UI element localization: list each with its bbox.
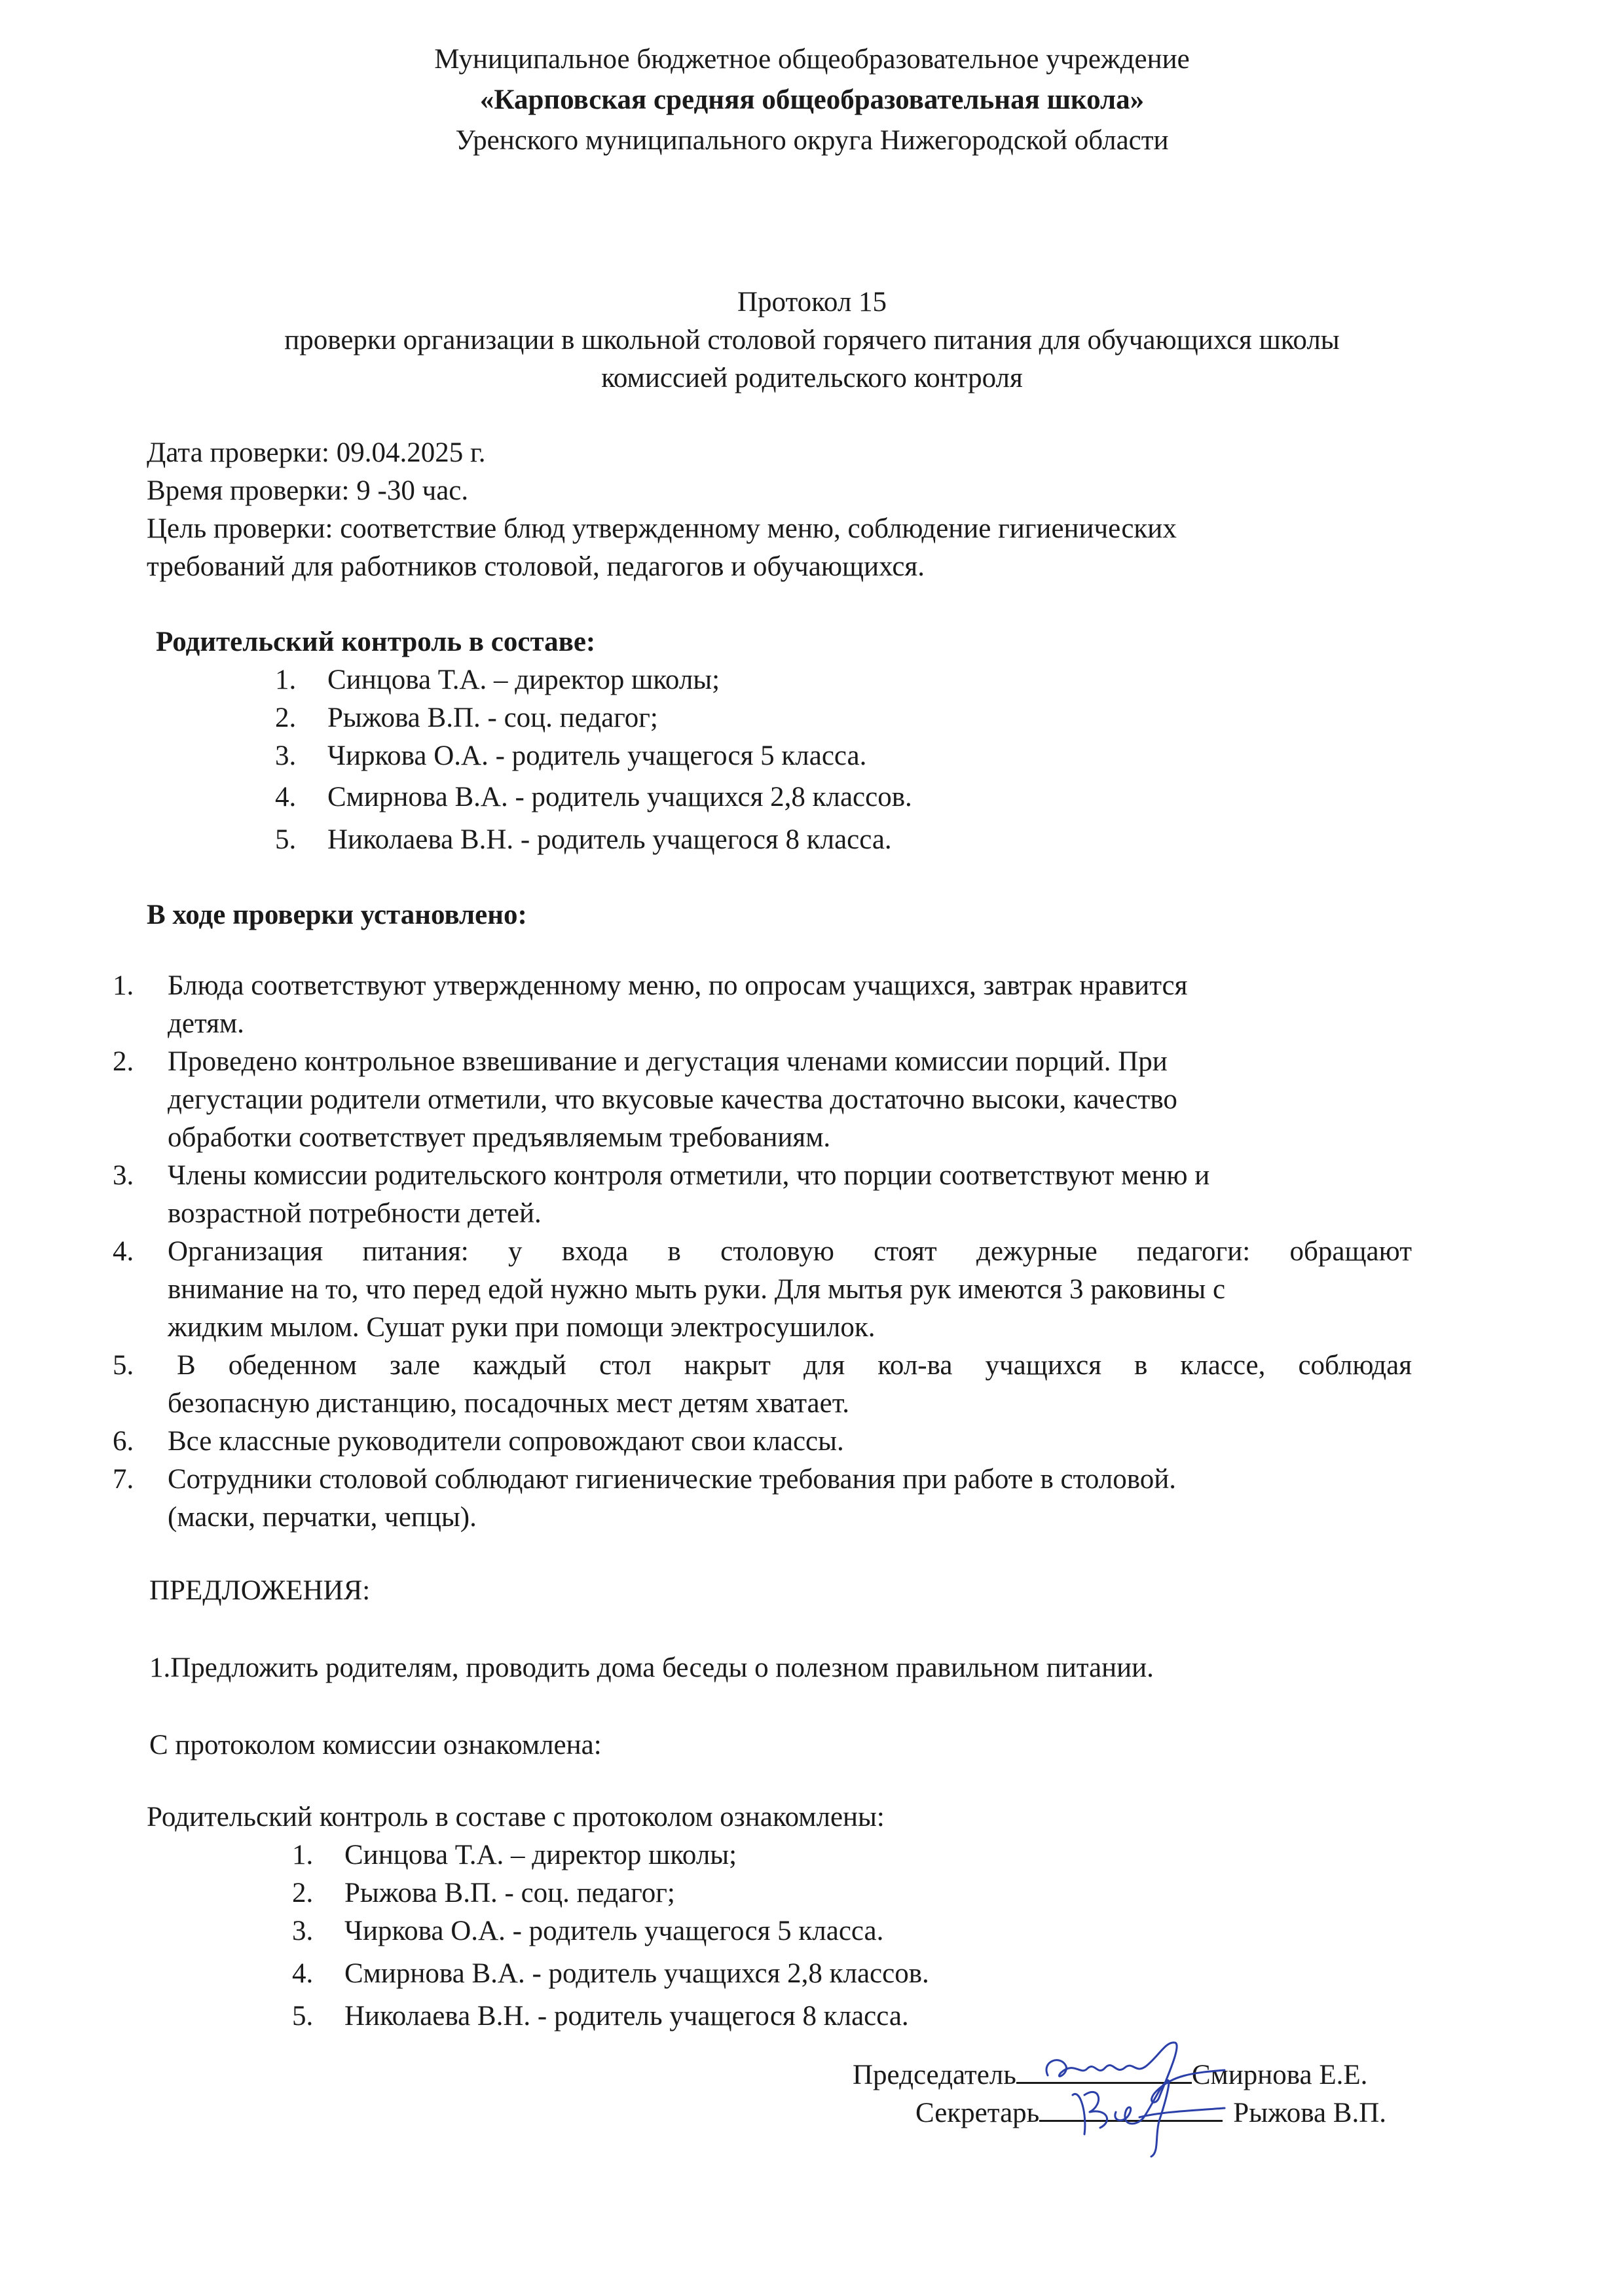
acknowledgement-committee: Родительский контроль в составе с протоколом ознакомлены: [147,1802,885,1832]
committee-member: 5. Николаева В.Н. - родитель учащегося 8 класса. [275,824,892,855]
acknowledgement-member: 3. Чиркова О.А. - родитель учащегося 5 класса. [292,1916,884,1946]
org-name-line2: «Карповская средняя общеобразовательная школа» [479,84,1145,115]
proposal-item: 1.Предложить родителям, проводить дома беседы о полезном правильном питании. [149,1652,1154,1683]
inspection-goal-line1: Цель проверки: соответствие блюд утвержденному меню, соблюдение гигиенических [147,513,1177,544]
finding-text: Все классные руководители сопровождают свои классы. [168,1426,844,1457]
org-name-line3: Уренского муниципального округа Нижегородской области [455,125,1169,156]
protocol-subtitle-line1: проверки организации в школьной столовой горячего питания для обучающихся школы [284,325,1340,355]
finding-text: дегустации родители отметили, что вкусовые качества достаточно высоки, качество [168,1084,1177,1115]
acknowledgement-member: 1. Синцова Т.А. – директор школы; [292,1840,737,1870]
finding-text: Блюда соответствуют утвержденному меню, по опросам учащихся, завтрак нравится [168,970,1188,1001]
acknowledgement-member: 5. Николаева В.Н. - родитель учащегося 8 класса. [292,2001,909,2032]
committee-member: 4. Смирнова В.А. - родитель учащихся 2,8 классов. [275,782,912,812]
finding-number: 7. [113,1464,134,1495]
finding-text: Организация питания: у входа в столовую стоят дежурные педагоги: обращают [168,1236,1412,1267]
secretary-label: Секретарь [915,2098,1040,2128]
finding-text: (маски, перчатки, чепцы). [168,1502,477,1533]
finding-number: 2. [113,1046,134,1077]
inspection-date: Дата проверки: 09.04.2025 г. [147,437,486,468]
proposals-heading: ПРЕДЛОЖЕНИЯ: [149,1575,371,1606]
org-name-line1: Муниципальное бюджетное общеобразовательное учреждение [434,44,1190,75]
committee-member: 3. Чиркова О.А. - родитель учащегося 5 класса. [275,740,867,771]
protocol-title: Протокол 15 [737,287,887,318]
finding-text: Сотрудники столовой соблюдают гигиенические требования при работе в столовой. [168,1464,1177,1495]
chair-name: Смирнова Е.Е. [1191,2060,1368,2090]
finding-text: детям. [168,1008,244,1039]
secretary-name: Рыжова В.П. [1233,2098,1387,2128]
acknowledgement-commission: С протоколом комиссии ознакомлена: [149,1730,602,1760]
finding-text: Члены комиссии родительского контроля отметили, что порции соответствуют меню и [168,1160,1210,1191]
finding-text: жидким мылом. Сушат руки при помощи электросушилок. [168,1312,876,1343]
finding-text: безопасную дистанцию, посадочных мест детям хватает. [168,1388,850,1419]
committee-heading: Родительский контроль в составе: [156,627,596,657]
acknowledgement-member: 4. Смирнова В.А. - родитель учащихся 2,8 классов. [292,1958,929,1989]
finding-text: обработки соответствует предъявляемым требованиям. [168,1122,831,1153]
acknowledgement-member: 2. Рыжова В.П. - соц. педагог; [292,1878,675,1908]
finding-number: 1. [113,970,134,1001]
finding-text: Проведено контрольное взвешивание и дегустация членами комиссии порций. При [168,1046,1168,1077]
findings-heading: В ходе проверки установлено: [147,900,527,930]
chair-label: Председатель [853,2060,1016,2090]
finding-text: возрастной потребности детей. [168,1198,542,1229]
finding-number: 5. [113,1350,134,1381]
protocol-subtitle-line2: комиссией родительского контроля [601,363,1023,393]
finding-number: 4. [113,1236,134,1267]
committee-member: 1. Синцова Т.А. – директор школы; [275,665,720,695]
inspection-time: Время проверки: 9 -30 час. [147,475,469,506]
committee-member: 2. Рыжова В.П. - соц. педагог; [275,702,658,733]
finding-text: внимание на то, что перед едой нужно мыть руки. Для мытья рук имеются 3 раковины с [168,1274,1226,1305]
secretary-handwritten-signature [1061,2075,1231,2164]
finding-number: 3. [113,1160,134,1191]
finding-number: 6. [113,1426,134,1457]
inspection-goal-line2: требований для работников столовой, педагогов и обучающихся. [147,551,925,582]
finding-text: В обеденном зале каждый стол накрыт для кол-ва учащихся в классе, соблюдая [177,1350,1412,1381]
